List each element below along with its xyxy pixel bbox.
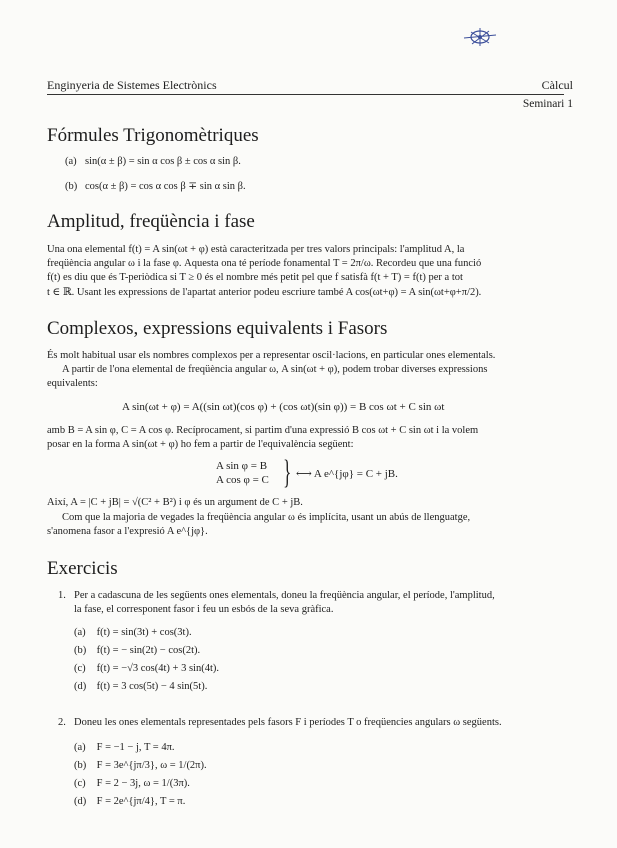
exercise-2-item (74, 796, 185, 807)
item-text: F = 3e^{jπ/3}, ω = 1/(2π). (96, 760, 207, 771)
exercise-2-line-1: Doneu les ones elementals representades pels fasors F i períodes T o freqüencies angulars ω següents. (74, 717, 502, 728)
amp-line-1: Una ona elemental f(t) = A sin(ωt + φ) està caracteritzada per tres valors principals: l'amplitud A, la (47, 244, 465, 255)
equation-expansion: A sin(ωt + φ) = A((sin ωt)(cos φ) + (cos ωt)(sin φ)) = B cos ωt + C sin ωt (122, 401, 445, 413)
exercise-2-item (74, 760, 207, 771)
exercise-1-item (74, 645, 200, 656)
exercise-1-line-1: Per a cadascuna de les següents ones elementals, doneu la freqüència angular, el període, l'amplitud, (74, 590, 495, 601)
exercise-2-item (74, 742, 175, 753)
amp-line-3: f(t) es diu que és T-periòdica si T ≥ 0 és el nombre més petit pel que f satisfà f(t + T) = f(t) per a tot (47, 272, 463, 283)
header-subject: Càlcul (541, 78, 573, 92)
comp-line-1: És molt habitual usar els nombres complexos per a representar oscil·lacions, en particular ones elementals. (47, 350, 496, 361)
section-title-complex: Complexos, expressions equivalents i Fasors (47, 318, 388, 339)
item-text: F = −1 − j, T = 4π. (96, 742, 175, 753)
header-seminar: Seminari 1 (522, 98, 573, 110)
exercise-1-line-2: la fase, el corresponent fasor i feu un esbós de la seva gràfica. (74, 604, 334, 615)
item-label: (d) (74, 796, 87, 807)
item-label: (c) (74, 663, 86, 674)
item-text: f(t) = − sin(2t) − cos(2t). (96, 645, 201, 656)
trig-formula-a-text: sin(α ± β) = sin α cos β ± cos α sin β. (85, 156, 241, 167)
exercise-1-item (74, 663, 219, 674)
amp-line-4: t ∈ ℝ. Usant les expressions de l'apartat anterior podeu escriure també A cos(ωt+φ) = A sin(ωt+φ+π/2). (47, 287, 482, 298)
comp-line-7: Com que la majoria de vegades la freqüència angular ω és implícita, usant un abús de llenguatge, (62, 512, 471, 523)
exercise-1-number: 1. (58, 590, 66, 601)
trig-formula-a: (a) sin(α ± β) = sin α cos β ± cos α sin β. (65, 156, 241, 167)
exercise-2-item (74, 778, 190, 789)
comp-line-4: amb B = A sin φ, C = A cos φ. Recíprocament, si partim d'una expressió B cos ωt + C sin ωt i la volem (47, 425, 479, 436)
section-title-exercises: Exercicis (47, 558, 118, 579)
trig-formula-b-text: cos(α ± β) = cos α cos β ∓ sin α sin β. (85, 181, 246, 192)
item-label: (c) (74, 778, 86, 789)
amp-line-2: freqüència angular ω i la fase φ. Aquesta ona té període fonamental T = 2π/ω. Recordeu que una funció (47, 258, 482, 269)
system-brace: } (283, 454, 292, 491)
section-title-amplitude: Amplitud, freqüència i fase (47, 211, 255, 232)
section-title-trig: Fórmules Trigonomètriques (47, 125, 259, 146)
exercise-1-item (74, 627, 192, 638)
header-course: Enginyeria de Sistemes Electrònics (47, 78, 217, 92)
trig-formula-b: (b) cos(α ± β) = cos α cos β ∓ sin α sin β. (65, 181, 246, 192)
exercise-2-number: 2. (58, 717, 66, 728)
item-label: (a) (74, 742, 86, 753)
comp-line-6: Així, A = |C + jB| = √(C² + B²) i φ és un argument de C + jB. (47, 497, 303, 508)
item-label: (b) (74, 760, 87, 771)
item-text: F = 2 − 3j, ω = 1/(3π). (96, 778, 190, 789)
comp-line-8: s'anomena fasor a l'expresió A e^{jφ}. (47, 526, 208, 537)
item-label: (d) (74, 681, 87, 692)
system-eq-1: A sin φ = B (216, 460, 268, 472)
item-label: (b) (74, 645, 87, 656)
system-equivalence: ⟷ A e^{jφ} = C + jB. (296, 468, 398, 480)
exercise-1-item (74, 681, 207, 692)
comp-line-5: posar en la forma A sin(ωt + φ) ho fem a partir de l'equivalència següent: (47, 439, 354, 450)
comp-line-2: A partir de l'ona elemental de freqüència angular ω, A sin(ωt + φ), podem trobar diverses expressions (62, 364, 488, 375)
item-text: f(t) = 3 cos(5t) − 4 sin(5t). (96, 681, 208, 692)
item-label: (a) (74, 627, 86, 638)
system-eq-2: A cos φ = C (216, 474, 269, 486)
item-text: f(t) = sin(3t) + cos(3t). (96, 627, 192, 638)
item-text: F = 2e^{jπ/4}, T = π. (96, 796, 186, 807)
header-rule (47, 94, 564, 95)
comp-line-3: equivalents: (47, 378, 98, 389)
ink-stamp-mark (463, 26, 497, 48)
item-text: f(t) = −√3 cos(4t) + 3 sin(4t). (96, 663, 220, 674)
